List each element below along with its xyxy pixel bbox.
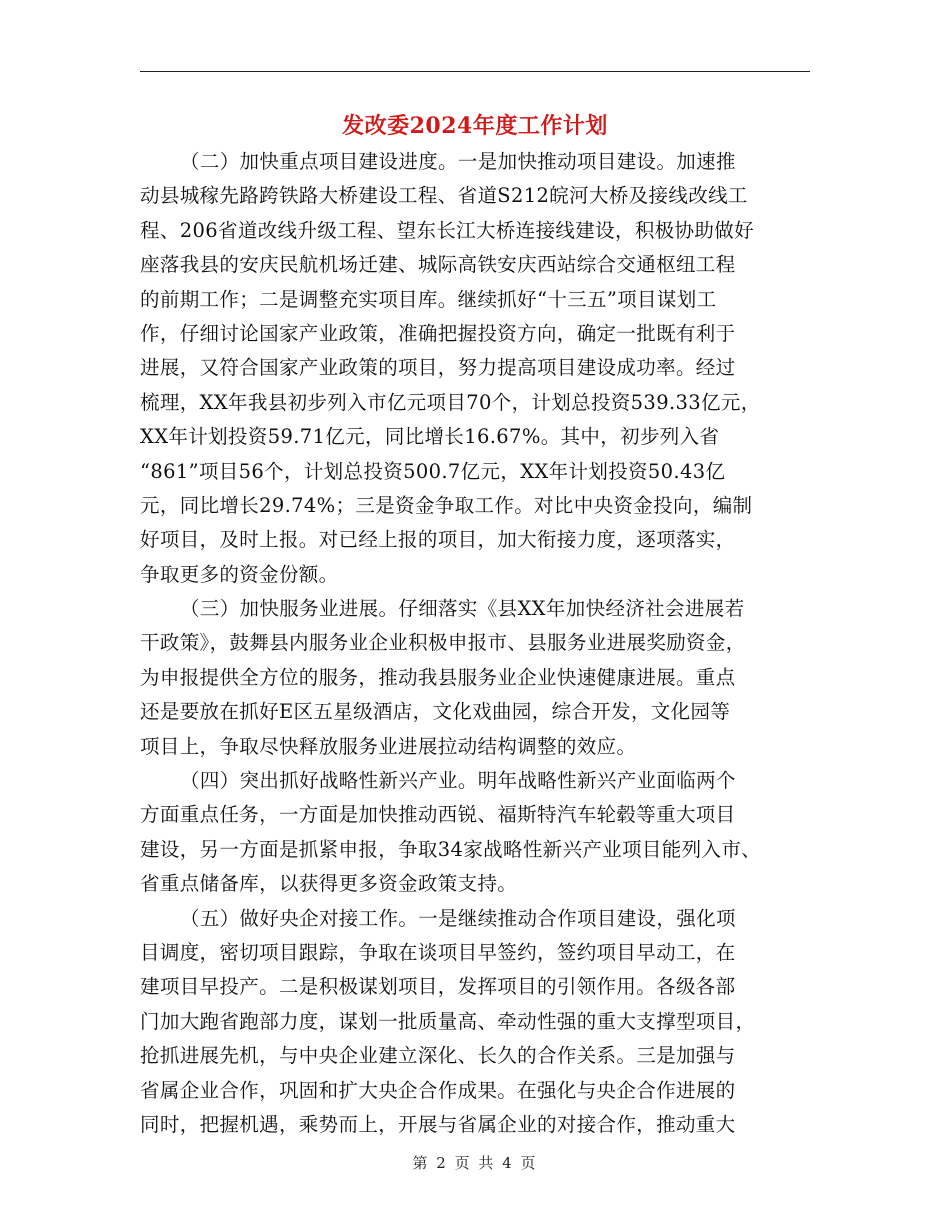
text-line: 作，仔细讨论国家产业政策，准确把握投资方向，确定一批既有利于 [140, 321, 736, 345]
text-line: 的前期工作；二是调整充实项目库。继续抓好“十三五”项目谋划工 [140, 287, 717, 311]
text-line: （二）加快重点项目建设进度。一是加快推动项目建设。加速推 [180, 150, 736, 173]
text-line: 建设，另一方面是抓紧申报，争取34家战略性新兴产业项目能列入市、 [140, 837, 762, 861]
text-line: 省重点储备库，以获得更多资金政策支持。 [140, 872, 518, 896]
text-line: （五）做好央企对接工作。一是继续推动合作项目建设，强化项 [180, 906, 736, 930]
text-line: XX年计划投资59.71亿元，同比增长16.67%。其中，初步列入省 [140, 425, 720, 449]
document-body [140, 145, 812, 1142]
text-line: 抢抓进展先机，与中央企业建立深化、长久的合作关系。三是加强与 [140, 1044, 736, 1068]
text-line: 元，同比增长29.74%；三是资金争取工作。对比中央资金投向，编制 [140, 493, 753, 517]
text-line: 动县城稼先路跨铁路大桥建设工程、省道S212皖河大桥及接线改线工 [140, 184, 748, 208]
text-line: 建项目早投产。二是积极谋划项目，发挥项目的引领作用。各级各部 [140, 975, 736, 999]
document-title: 发改委2024年度工作计划 [342, 113, 608, 139]
text-line: 目调度，密切项目跟踪，争取在谈项目早签约，签约项目早动工，在 [140, 940, 736, 964]
text-line: 争取更多的资金份额。 [140, 562, 339, 586]
text-line: 程、206省道改线升级工程、望东长江大桥连接线建设，积极协助做好 [140, 218, 754, 242]
text-line: 项目上，争取尽快释放服务业进展拉动结构调整的效应。 [140, 734, 637, 758]
text-line: 方面重点任务，一方面是加快推动西锐、福斯特汽车轮毂等重大项目 [140, 803, 736, 827]
header-rule [140, 71, 810, 72]
text-line: 省属企业合作，巩固和扩大央企合作成果。在强化与央企合作进展的 [140, 1078, 736, 1102]
text-line: 为申报提供全方位的服务，推动我县服务业企业快速健康进展。重点 [140, 665, 736, 689]
text-line: 梳理，XX年我县初步列入市亿元项目70个，计划总投资539.33亿元， [140, 390, 761, 414]
page-footer: 第 2 页 共 4 页 [412, 1154, 538, 1172]
text-line: （四）突出抓好战略性新兴产业。明年战略性新兴产业面临两个 [180, 769, 736, 793]
text-line: 门加大跑省跑部力度，谋划一批质量高、牵动性强的重大支撑型项目， [140, 1009, 756, 1033]
text-line: （三）加快服务业进展。仔细落实《县XX年加快经济社会进展若 [180, 597, 745, 621]
text-line: 同时，把握机遇，乘势而上，开展与省属企业的对接合作，推动重大 [140, 1112, 736, 1136]
text-line: 好项目，及时上报。对已经上报的项目，加大衔接力度，逐项落实， [140, 528, 736, 552]
text-line: 干政策》，鼓舞县内服务业企业积极申报市、县服务业进展奖励资金， [140, 631, 746, 655]
text-line: 进展，又符合国家产业政策的项目，努力提高项目建设成功率。经过 [140, 356, 736, 380]
text-line: 座落我县的安庆民航机场迁建、城际高铁安庆西站综合交通枢纽工程 [140, 253, 736, 277]
text-line: 还是要放在抓好E区五星级酒店，文化戏曲园，综合开发，文化园等 [140, 700, 731, 724]
text-line: “861”项目56个，计划总投资500.7亿元，XX年计划投资50.43亿 [140, 459, 726, 483]
